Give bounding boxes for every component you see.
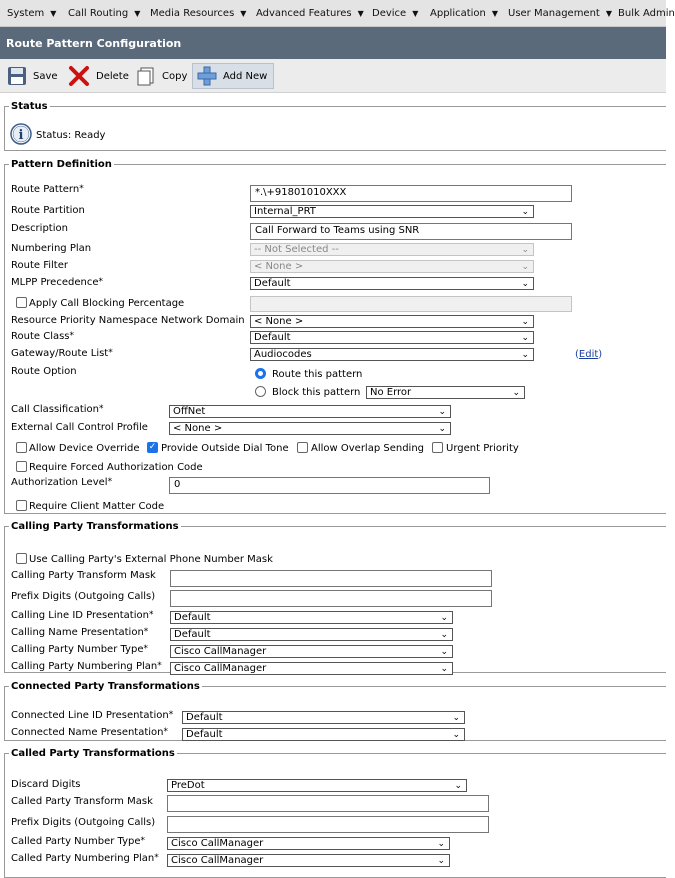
use-external-mask-checkbox[interactable] <box>16 553 27 564</box>
edit-gateway-link[interactable]: (Edit) <box>575 349 603 360</box>
provide-outside-dial-tone-label: Provide Outside Dial Tone <box>161 443 289 454</box>
pattern-definition-legend: Pattern Definition <box>11 159 112 170</box>
allow-overlap-sending-checkbox[interactable] <box>297 442 308 453</box>
chevron-down-icon: ⌄ <box>521 207 529 217</box>
chevron-down-icon: ⌄ <box>440 647 448 657</box>
chevron-down-icon: ⌄ <box>454 781 462 791</box>
menu-device[interactable]: Device ▼ <box>372 8 419 19</box>
calling-number-type-label: Calling Party Number Type* <box>11 644 148 655</box>
chevron-down-icon: ▼ <box>357 9 364 18</box>
chevron-down-icon: ▼ <box>50 9 57 18</box>
call-classification-label: Call Classification* <box>11 404 104 415</box>
route-class-select[interactable]: Default ⌄ <box>250 331 534 344</box>
called-numbering-plan-label: Called Party Numbering Plan* <box>11 853 159 864</box>
route-this-pattern-radio[interactable] <box>255 368 266 379</box>
save-button[interactable]: Save <box>7 63 58 89</box>
page-title: Route Pattern Configuration <box>0 27 666 59</box>
chevron-down-icon: ⌄ <box>521 262 529 272</box>
authorization-level-input[interactable]: 0 <box>169 477 490 494</box>
copy-button[interactable]: Copy <box>136 63 187 89</box>
allow-device-override-checkbox[interactable] <box>16 442 27 453</box>
connected-line-id-label: Connected Line ID Presentation* <box>11 710 174 721</box>
save-icon <box>7 66 27 86</box>
info-icon <box>10 123 32 145</box>
menu-bulk-admin[interactable]: Bulk Admin <box>618 8 675 19</box>
chevron-down-icon: ⌄ <box>512 388 520 398</box>
chevron-down-icon: ⌄ <box>440 664 448 674</box>
block-this-pattern-radio[interactable] <box>255 386 266 397</box>
chevron-down-icon: ⌄ <box>521 317 529 327</box>
calling-line-id-select[interactable]: Default ⌄ <box>170 611 453 624</box>
route-filter-select: < None > ⌄ <box>250 260 534 273</box>
urgent-priority-label: Urgent Priority <box>446 443 519 454</box>
calling-prefix-digits-input[interactable] <box>170 590 492 607</box>
calling-name-pres-label: Calling Name Presentation* <box>11 627 149 638</box>
route-partition-label: Route Partition <box>11 205 85 216</box>
call-classification-select[interactable]: OffNet ⌄ <box>169 405 451 418</box>
chevron-down-icon: ▼ <box>134 9 141 18</box>
called-party-legend: Called Party Transformations <box>11 748 175 759</box>
connected-party-legend: Connected Party Transformations <box>11 681 200 692</box>
calling-line-id-label: Calling Line ID Presentation* <box>11 610 154 621</box>
route-partition-select[interactable]: Internal_PRT ⌄ <box>250 205 534 218</box>
called-prefix-digits-input[interactable] <box>167 816 489 833</box>
chevron-down-icon: ⌄ <box>521 350 529 360</box>
connected-name-pres-select[interactable]: Default ⌄ <box>182 728 465 741</box>
require-cmc-checkbox[interactable] <box>16 500 27 511</box>
connected-name-pres-label: Connected Name Presentation* <box>11 727 169 738</box>
route-option-label: Route Option <box>11 366 77 377</box>
toolbar <box>0 59 666 93</box>
chevron-down-icon: ⌄ <box>437 856 445 866</box>
urgent-priority-checkbox[interactable] <box>432 442 443 453</box>
route-class-label: Route Class* <box>11 331 75 342</box>
block-reason-select[interactable]: No Error ⌄ <box>366 386 525 399</box>
discard-digits-select[interactable]: PreDot ⌄ <box>167 779 467 792</box>
route-pattern-input[interactable]: *.\+91801010XXX <box>250 185 572 202</box>
called-prefix-digits-label: Prefix Digits (Outgoing Calls) <box>11 817 156 828</box>
description-label: Description <box>11 223 68 234</box>
pattern-definition-section <box>4 159 666 514</box>
called-number-type-label: Called Party Number Type* <box>11 836 146 847</box>
authorization-level-label: Authorization Level* <box>11 477 113 488</box>
apply-call-blocking-label: Apply Call Blocking Percentage <box>29 298 185 309</box>
mlpp-precedence-select[interactable]: Default ⌄ <box>250 277 534 290</box>
status-text: Status: Ready <box>36 130 106 141</box>
delete-button[interactable]: Delete <box>68 63 129 89</box>
calling-number-type-select[interactable]: Cisco CallManager ⌄ <box>170 645 453 658</box>
require-fac-label: Require Forced Authorization Code <box>29 462 203 473</box>
menu-advanced-features[interactable]: Advanced Features ▼ <box>256 8 364 19</box>
route-filter-label: Route Filter <box>11 260 68 271</box>
call-blocking-percentage-input <box>250 296 572 312</box>
route-this-pattern-label: Route this pattern <box>272 369 363 380</box>
delete-icon <box>68 65 90 87</box>
numbering-plan-label: Numbering Plan <box>11 243 92 254</box>
svg-text:i: i <box>18 128 24 143</box>
chevron-down-icon: ⌄ <box>440 630 448 640</box>
chevron-down-icon: ⌄ <box>452 730 460 740</box>
add-new-button[interactable]: Add New <box>192 63 274 89</box>
apply-call-blocking-checkbox[interactable] <box>16 297 27 308</box>
external-call-control-select[interactable]: < None > ⌄ <box>169 422 451 435</box>
calling-party-legend: Calling Party Transformations <box>11 521 179 532</box>
called-transform-mask-input[interactable] <box>167 795 489 812</box>
chevron-down-icon: ⌄ <box>521 333 529 343</box>
chevron-down-icon: ⌄ <box>438 407 446 417</box>
chevron-down-icon: ⌄ <box>438 424 446 434</box>
require-fac-checkbox[interactable] <box>16 461 27 472</box>
calling-prefix-digits-label: Prefix Digits (Outgoing Calls) <box>11 591 156 602</box>
rpnnd-label: Resource Priority Namespace Network Domain <box>11 315 245 326</box>
chevron-down-icon: ▼ <box>412 9 419 18</box>
require-cmc-label: Require Client Matter Code <box>29 501 165 512</box>
chevron-down-icon: ⌄ <box>440 613 448 623</box>
menu-application[interactable]: Application ▼ <box>430 8 499 19</box>
calling-transform-mask-input[interactable] <box>170 570 492 587</box>
status-legend: Status <box>11 101 48 112</box>
called-number-type-select[interactable]: Cisco CallManager ⌄ <box>167 837 450 850</box>
status-section <box>4 101 666 151</box>
use-external-mask-label: Use Calling Party's External Phone Number Mask <box>29 554 273 565</box>
numbering-plan-select: -- Not Selected -- ⌄ <box>250 243 534 256</box>
gateway-route-list-select[interactable]: Audiocodes ⌄ <box>250 348 534 361</box>
calling-transform-mask-label: Calling Party Transform Mask <box>11 570 156 581</box>
calling-numbering-plan-label: Calling Party Numbering Plan* <box>11 661 162 672</box>
gateway-route-list-label: Gateway/Route List* <box>11 348 113 359</box>
route-pattern-label: Route Pattern* <box>11 184 84 195</box>
called-party-section <box>4 748 666 878</box>
chevron-down-icon: ▼ <box>605 9 613 18</box>
menu-user-management[interactable]: User Management ▼ <box>508 8 613 19</box>
allow-device-override-label: Allow Device Override <box>29 443 140 454</box>
chevron-down-icon: ⌄ <box>452 713 460 723</box>
discard-digits-label: Discard Digits <box>11 779 81 790</box>
connected-party-section <box>4 681 666 741</box>
allow-overlap-sending-label: Allow Overlap Sending <box>311 443 425 454</box>
calling-numbering-plan-select[interactable]: Cisco CallManager ⌄ <box>170 662 453 675</box>
menu-media-resources[interactable]: Media Resources ▼ <box>150 8 247 19</box>
calling-name-pres-select[interactable]: Default ⌄ <box>170 628 453 641</box>
description-input[interactable]: Call Forward to Teams using SNR <box>250 223 572 240</box>
chevron-down-icon: ⌄ <box>521 245 529 255</box>
connected-line-id-select[interactable]: Default ⌄ <box>182 711 465 724</box>
external-call-control-label: External Call Control Profile <box>11 422 148 433</box>
add-icon <box>197 66 217 86</box>
menu-bar <box>0 0 675 27</box>
called-transform-mask-label: Called Party Transform Mask <box>11 796 153 807</box>
calling-party-section <box>4 521 666 673</box>
rpnnd-select[interactable]: < None > ⌄ <box>250 315 534 328</box>
block-this-pattern-label: Block this pattern <box>272 387 361 398</box>
chevron-down-icon: ▼ <box>491 9 499 18</box>
copy-icon <box>136 66 156 86</box>
provide-outside-dial-tone-checkbox[interactable]: ✓ <box>148 442 157 452</box>
mlpp-precedence-label: MLPP Precedence* <box>11 277 103 288</box>
menu-call-routing[interactable]: Call Routing ▼ <box>68 8 141 19</box>
chevron-down-icon: ⌄ <box>437 839 445 849</box>
called-numbering-plan-select[interactable]: Cisco CallManager ⌄ <box>167 854 450 867</box>
chevron-down-icon: ⌄ <box>521 279 529 289</box>
menu-system[interactable]: System ▼ <box>7 8 57 19</box>
chevron-down-icon: ▼ <box>240 9 247 18</box>
